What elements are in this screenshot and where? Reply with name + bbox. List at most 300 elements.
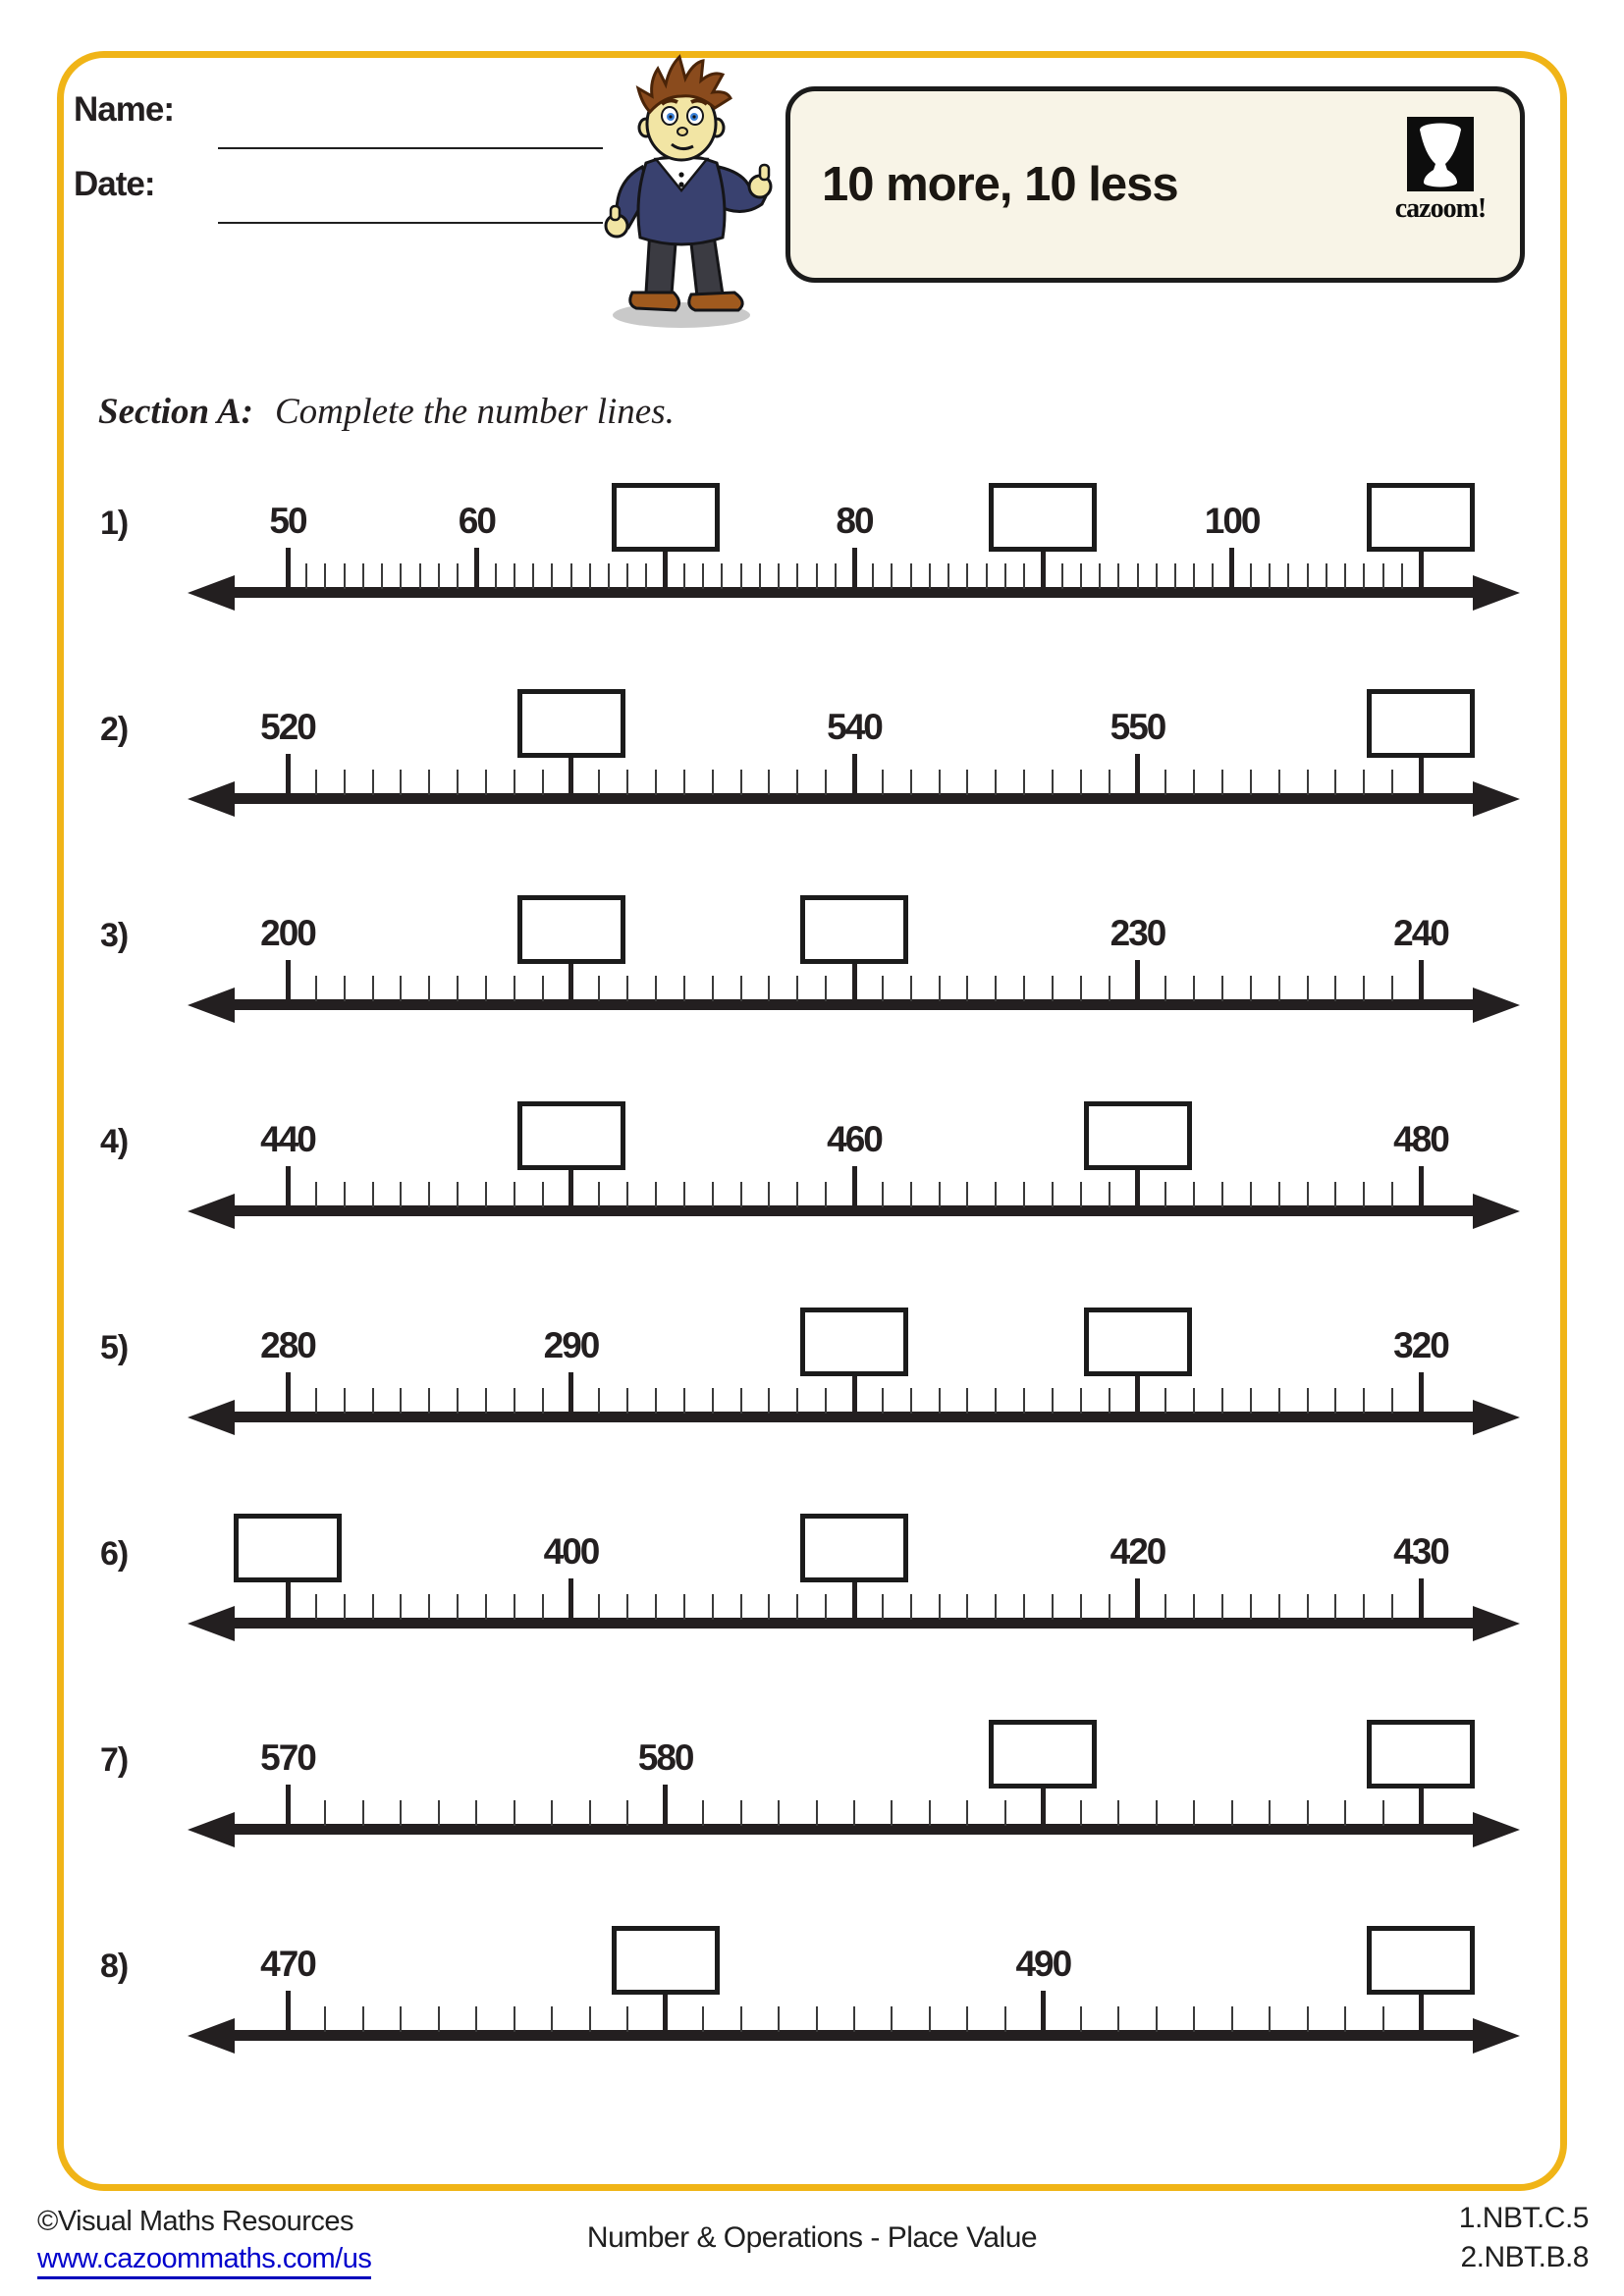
minor-tick [1307,1594,1309,1620]
major-tick [1419,1578,1424,1623]
tick-label: 80 [836,501,873,541]
minor-tick [853,2006,855,2032]
minor-tick [1052,976,1054,1001]
minor-tick [816,563,818,589]
minor-tick [1221,770,1223,795]
minor-tick [315,1182,317,1207]
minor-tick [1137,563,1139,589]
right-arrowhead-icon [1473,988,1520,1023]
minor-tick [1269,563,1271,589]
minor-tick [1193,976,1195,1001]
minor-tick [1334,1182,1336,1207]
major-tick [852,754,857,798]
minor-tick [796,976,798,1001]
tick-label: 100 [1204,501,1260,541]
minor-tick [542,976,544,1001]
minor-tick [929,1800,931,1826]
djembe-drum-icon [1407,117,1474,191]
minor-tick [1250,1182,1252,1207]
minor-tick [740,563,742,589]
left-arrowhead-icon [188,988,235,1023]
minor-tick [495,563,497,589]
minor-tick [315,770,317,795]
minor-tick [1382,1800,1384,1826]
major-tick [1419,756,1424,798]
major-tick [1135,754,1140,798]
minor-tick [825,770,827,795]
minor-tick [1109,1182,1110,1207]
minor-tick [475,2006,477,2032]
minor-tick [362,2006,364,2032]
minor-tick [778,563,780,589]
minor-tick [966,2006,968,2032]
minor-tick [457,1388,459,1414]
answer-box[interactable] [612,483,720,552]
minor-tick [315,1594,317,1620]
minor-tick [551,2006,553,2032]
minor-tick [344,976,346,1001]
minor-tick [475,1800,477,1826]
minor-tick [816,2006,818,2032]
major-tick [568,756,573,798]
minor-tick [995,1182,997,1207]
minor-tick [372,976,374,1001]
minor-tick [1326,563,1327,589]
minor-tick [1109,1388,1110,1414]
minor-tick [1052,1594,1054,1620]
minor-tick [457,976,459,1001]
minor-tick [986,563,988,589]
minor-tick [1391,976,1393,1001]
major-tick [286,548,291,592]
minor-tick [1334,1594,1336,1620]
minor-tick [400,770,402,795]
minor-tick [1193,2006,1195,2032]
major-tick [286,1580,291,1623]
minor-tick [598,770,600,795]
tick-label: 240 [1393,913,1448,953]
minor-tick [428,976,430,1001]
major-tick [852,962,857,1004]
minor-tick [305,563,307,589]
major-tick [1419,1372,1424,1416]
answer-box[interactable] [1367,689,1475,758]
minor-tick [683,976,685,1001]
minor-tick [796,1182,798,1207]
tick-label: 540 [827,707,882,747]
minor-tick [1117,1800,1119,1826]
minor-tick [891,2006,893,2032]
minor-tick [1080,1800,1082,1826]
minor-tick [551,1800,553,1826]
row-number: 7) [100,1741,129,1779]
major-tick [1135,1374,1140,1416]
answer-box[interactable] [800,1308,908,1376]
minor-tick [1004,563,1006,589]
minor-tick [995,1594,997,1620]
cazoom-logo-text: cazoom! [1394,193,1487,224]
answer-box[interactable] [517,1101,625,1170]
tick-label: 420 [1110,1531,1165,1572]
minor-tick [683,1388,685,1414]
minor-tick [947,563,949,589]
minor-tick [1193,1182,1195,1207]
major-tick [1419,1993,1424,2035]
minor-tick [485,1594,487,1620]
minor-tick [740,976,742,1001]
minor-tick [1193,1388,1195,1414]
minor-tick [872,563,874,589]
major-tick [1419,1787,1424,1829]
minor-tick [1164,976,1166,1001]
major-tick [568,1372,573,1416]
major-tick [474,548,479,592]
minor-tick [882,1594,884,1620]
minor-tick [1363,976,1365,1001]
minor-tick [598,1594,600,1620]
minor-tick [1250,563,1252,589]
minor-tick [825,1388,827,1414]
minor-tick [1023,770,1025,795]
left-arrowhead-icon [188,781,235,817]
minor-tick [1061,563,1063,589]
major-tick [1041,550,1046,592]
minor-tick [768,1182,770,1207]
minor-tick [740,1182,742,1207]
copyright-text: ©Visual Maths Resources [37,2206,354,2237]
minor-tick [1307,1388,1309,1414]
minor-tick [655,1388,657,1414]
minor-tick [712,1182,714,1207]
minor-tick [1269,1800,1271,1826]
minor-tick [721,563,723,589]
major-tick [1135,1168,1140,1210]
section-a-instruction: Complete the number lines. [274,392,675,432]
minor-tick [1080,1388,1082,1414]
tick-label: 490 [1015,1944,1071,1984]
left-arrowhead-icon [188,1194,235,1229]
minor-tick [570,563,572,589]
minor-tick [740,770,742,795]
minor-tick [532,563,534,589]
minor-tick [1391,1388,1393,1414]
minor-tick [1023,976,1025,1001]
minor-tick [457,1182,459,1207]
minor-tick [768,976,770,1001]
major-tick [852,1374,857,1416]
answer-box[interactable] [1367,1926,1475,1995]
minor-tick [1023,1594,1025,1620]
minor-tick [514,770,515,795]
minor-tick [1080,1182,1082,1207]
minor-tick [1231,2006,1233,2032]
row-number: 8) [100,1948,129,1985]
answer-box[interactable] [989,1720,1097,1789]
right-arrowhead-icon [1473,781,1520,817]
minor-tick [1117,563,1119,589]
number-line-row [0,667,1624,874]
minor-tick [939,1594,941,1620]
minor-tick [1307,976,1309,1001]
minor-tick [1221,1182,1223,1207]
minor-tick [598,1388,600,1414]
row-number: 3) [100,917,129,954]
minor-tick [835,563,837,589]
answer-box[interactable] [1084,1308,1192,1376]
minor-tick [702,1800,704,1826]
minor-tick [1099,563,1101,589]
minor-tick [1221,1388,1223,1414]
minor-tick [428,1182,430,1207]
date-label: Date: [74,165,155,203]
major-tick [286,1991,291,2035]
minor-tick [702,2006,704,2032]
minor-tick [966,1388,968,1414]
minor-tick [939,770,941,795]
minor-tick [966,563,968,589]
minor-tick [1164,770,1166,795]
left-arrowhead-icon [188,1812,235,1847]
number-line-row [0,461,1624,667]
minor-tick [457,1594,459,1620]
minor-tick [891,563,893,589]
minor-tick [1287,563,1289,589]
left-arrowhead-icon [188,1400,235,1435]
minor-tick [1363,1594,1365,1620]
major-tick [1135,1578,1140,1623]
major-tick [568,962,573,1004]
major-tick [1041,1991,1046,2035]
minor-tick [1344,2006,1346,2032]
minor-tick [1307,2006,1309,2032]
major-tick [852,1166,857,1210]
answer-box[interactable] [517,689,625,758]
minor-tick [683,1182,685,1207]
minor-tick [381,563,383,589]
major-tick [286,960,291,1004]
minor-tick [344,1388,346,1414]
minor-tick [315,1388,317,1414]
minor-tick [1334,976,1336,1001]
answer-box[interactable] [1367,483,1475,552]
minor-tick [882,1182,884,1207]
minor-tick [514,563,515,589]
number-line-row [0,874,1624,1080]
minor-tick [1307,770,1309,795]
minor-tick [740,2006,742,2032]
minor-tick [1109,770,1110,795]
minor-tick [1382,2006,1384,2032]
minor-tick [428,1388,430,1414]
cazoom-logo [1379,117,1502,225]
minor-tick [344,770,346,795]
minor-tick [608,563,610,589]
minor-tick [400,1800,402,1826]
minor-tick [683,770,685,795]
minor-tick [655,1182,657,1207]
tick-label: 430 [1393,1531,1448,1572]
minor-tick [542,770,544,795]
minor-tick [485,1182,487,1207]
minor-tick [1109,1594,1110,1620]
tick-label: 440 [260,1119,315,1159]
minor-tick [1080,976,1082,1001]
major-tick [852,1580,857,1623]
minor-tick [542,1388,544,1414]
minor-tick [740,1800,742,1826]
answer-box[interactable] [989,483,1097,552]
minor-tick [514,2006,515,2032]
minor-tick [372,1182,374,1207]
minor-tick [1278,1182,1280,1207]
minor-tick [1080,2006,1082,2032]
minor-tick [645,563,647,589]
minor-tick [929,563,931,589]
minor-tick [1382,563,1384,589]
minor-tick [551,563,553,589]
tick-label: 200 [260,913,315,953]
minor-tick [438,1800,440,1826]
minor-tick [1269,2006,1271,2032]
minor-tick [1391,770,1393,795]
answer-box[interactable] [800,1514,908,1582]
answer-box[interactable] [234,1514,342,1582]
tick-label: 230 [1110,913,1165,953]
minor-tick [740,1388,742,1414]
minor-tick [882,770,884,795]
minor-tick [796,563,798,589]
minor-tick [1174,563,1176,589]
major-tick [1419,1166,1424,1210]
minor-tick [910,1182,912,1207]
minor-tick [1334,1388,1336,1414]
major-tick [1419,550,1424,592]
major-tick [568,1578,573,1623]
major-tick [852,548,857,592]
minor-tick [655,1594,657,1620]
minor-tick [1391,1182,1393,1207]
minor-tick [796,1388,798,1414]
minor-tick [910,976,912,1001]
minor-tick [929,2006,931,2032]
minor-tick [1307,1182,1309,1207]
minor-tick [683,563,685,589]
minor-tick [891,1800,893,1826]
minor-tick [1117,2006,1119,2032]
minor-tick [910,1594,912,1620]
minor-tick [939,1388,941,1414]
tick-label: 550 [1110,707,1165,747]
minor-tick [1212,563,1214,589]
minor-tick [1164,1594,1166,1620]
cartoon-boy-illustration [581,47,792,337]
right-arrowhead-icon [1473,575,1520,611]
minor-tick [1109,976,1110,1001]
minor-tick [768,1594,770,1620]
left-arrowhead-icon [188,2018,235,2054]
minor-tick [910,563,912,589]
minor-tick [712,1388,714,1414]
minor-tick [1278,976,1280,1001]
right-arrowhead-icon [1473,1812,1520,1847]
minor-tick [589,2006,591,2032]
right-arrowhead-icon [1473,1400,1520,1435]
left-arrowhead-icon [188,1606,235,1641]
tick-label: 50 [269,501,306,541]
minor-tick [514,1182,515,1207]
minor-tick [816,1800,818,1826]
tick-label: 480 [1393,1119,1448,1159]
minor-tick [400,1182,402,1207]
minor-tick [372,1388,374,1414]
minor-tick [372,1594,374,1620]
minor-tick [1193,563,1195,589]
minor-tick [626,2006,628,2032]
major-tick [663,1785,668,1829]
minor-tick [514,1594,515,1620]
answer-box[interactable] [1084,1101,1192,1170]
minor-tick [740,1594,742,1620]
minor-tick [712,976,714,1001]
name-field[interactable] [218,147,603,149]
answer-box[interactable] [612,1926,720,1995]
minor-tick [995,1388,997,1414]
major-tick [286,1166,291,1210]
minor-tick [1193,1594,1195,1620]
minor-tick [324,563,326,589]
tick-label: 280 [260,1325,315,1365]
right-arrowhead-icon [1473,1606,1520,1641]
minor-tick [655,976,657,1001]
answer-box[interactable] [517,895,625,964]
minor-tick [966,1182,968,1207]
answer-box[interactable] [800,895,908,964]
minor-tick [485,770,487,795]
minor-tick [626,1182,628,1207]
minor-tick [400,976,402,1001]
minor-tick [712,1594,714,1620]
minor-tick [438,563,440,589]
minor-tick [400,2006,402,2032]
row-number: 2) [100,711,129,748]
tick-label: 320 [1393,1325,1448,1365]
tick-label: 470 [260,1944,315,1984]
minor-tick [1221,1594,1223,1620]
minor-tick [683,1594,685,1620]
minor-tick [882,1388,884,1414]
major-tick [663,1993,668,2035]
minor-tick [796,770,798,795]
left-arrowhead-icon [188,575,235,611]
date-field[interactable] [218,222,603,224]
minor-tick [400,1388,402,1414]
minor-tick [882,976,884,1001]
minor-tick [1080,1594,1082,1620]
cazoommaths-link[interactable]: www.cazoommaths.com/us [37,2243,371,2279]
answer-box[interactable] [1367,1720,1475,1789]
minor-tick [655,770,657,795]
minor-tick [825,1182,827,1207]
minor-tick [428,770,430,795]
minor-tick [1193,1800,1195,1826]
minor-tick [1052,1388,1054,1414]
row-number: 4) [100,1123,129,1160]
minor-tick [542,1594,544,1620]
major-tick [1041,1787,1046,1829]
tick-label: 570 [260,1737,315,1778]
tick-label: 460 [827,1119,882,1159]
minor-tick [1250,1388,1252,1414]
